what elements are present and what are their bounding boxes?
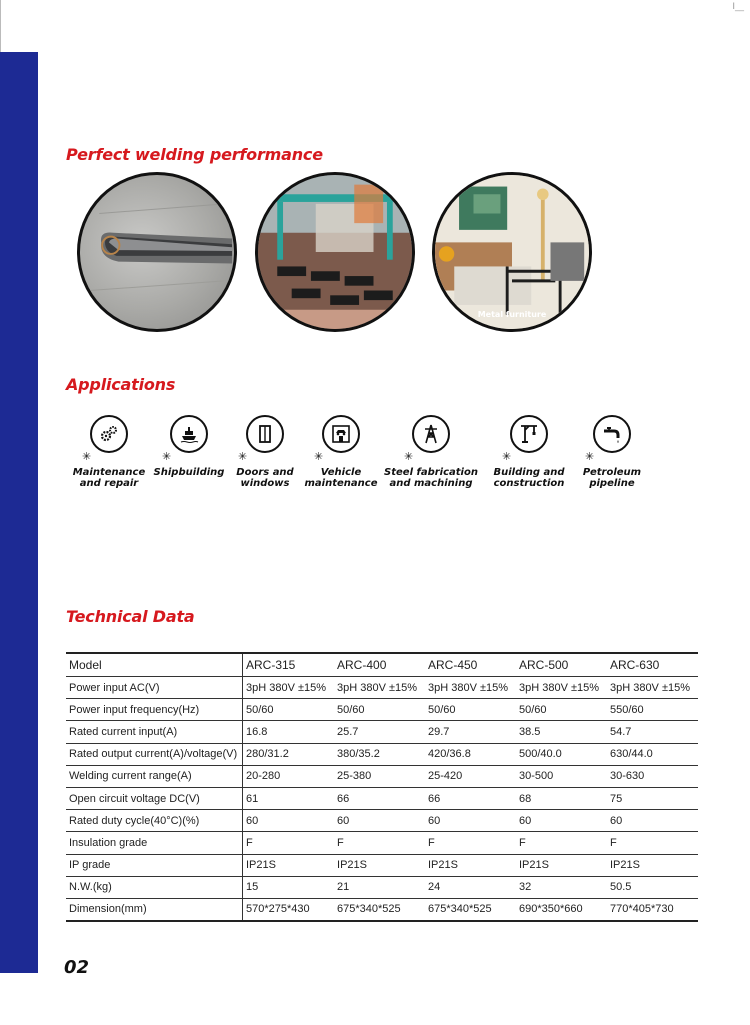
app-shipbuilding (152, 415, 226, 478)
app-steel-fabrication (382, 415, 480, 489)
furniture-illustration (435, 175, 589, 329)
table-cell: 500/40.0 (516, 743, 607, 765)
table-cell: Insulation grade (66, 832, 243, 854)
table-cell: F (607, 832, 698, 854)
table-cell: 32 (516, 876, 607, 898)
spark-icon: ✳ (502, 450, 512, 463)
table-cell: Rated output current(A)/voltage(V) (66, 743, 243, 765)
table-cell: 3pH 380V ±15% (334, 677, 425, 699)
crop-mark: I__ (732, 2, 744, 12)
app-label: Shipbuilding (153, 467, 225, 478)
table-cell: IP21S (243, 854, 335, 876)
table-cell: IP21S (607, 854, 698, 876)
table-cell: 50/60 (516, 699, 607, 721)
performance-title: Perfect welding performance (66, 145, 323, 164)
table-cell: F (243, 832, 335, 854)
table-cell: 630/44.0 (607, 743, 698, 765)
table-cell: 15 (243, 876, 335, 898)
app-label: Doors and windows (236, 467, 294, 489)
table-cell: 54.7 (607, 721, 698, 743)
table-cell: 66 (425, 787, 516, 809)
table-cell: 770*405*730 (607, 898, 698, 921)
table-cell: 570*275*430 (243, 898, 335, 921)
table-cell: Power input frequency(Hz) (66, 699, 243, 721)
table-cell: 20-280 (243, 765, 335, 787)
weld-bead-illustration (80, 175, 234, 329)
table-cell: IP grade (66, 854, 243, 876)
table-cell: Power input AC(V) (66, 677, 243, 699)
column-header: ARC-450 (425, 653, 516, 677)
gears-icon (82, 415, 128, 463)
table-cell: 50.5 (607, 876, 698, 898)
table-row (66, 810, 698, 832)
table-cell: 675*340*525 (425, 898, 516, 921)
table-cell: 50/60 (243, 699, 335, 721)
table-cell: 24 (425, 876, 516, 898)
app-label: Petroleum pipeline (582, 467, 642, 489)
page-number: 02 (64, 957, 90, 978)
table-cell: 3pH 380V ±15% (243, 677, 335, 699)
app-label: Steel fabrication and machining (384, 467, 478, 489)
spark-icon: ✳ (404, 450, 414, 463)
factory-line-photo (255, 172, 415, 332)
table-cell: 38.5 (516, 721, 607, 743)
technical-data-table (66, 652, 698, 922)
table-row (66, 898, 698, 921)
app-label: Building and construction (493, 467, 565, 489)
table-cell: 25-380 (334, 765, 425, 787)
tower-icon (404, 415, 450, 463)
table-cell: 60 (334, 810, 425, 832)
photo-caption: Metal furniture (477, 310, 547, 319)
table-cell: F (516, 832, 607, 854)
table-row (66, 721, 698, 743)
spark-icon: ✳ (585, 450, 595, 463)
table-row (66, 876, 698, 898)
column-header: ARC-315 (243, 653, 335, 677)
table-cell: Open circuit voltage DC(V) (66, 787, 243, 809)
column-header: Model (66, 653, 243, 677)
table-cell: 550/60 (607, 699, 698, 721)
table-cell: 690*350*660 (516, 898, 607, 921)
applications-title: Applications (66, 375, 176, 394)
spark-icon: ✳ (238, 450, 248, 463)
app-petroleum-pipeline (578, 415, 646, 489)
table-cell: 30-500 (516, 765, 607, 787)
table-cell: 29.7 (425, 721, 516, 743)
app-vehicle-maintenance (302, 415, 380, 489)
table-cell: F (334, 832, 425, 854)
table-cell: IP21S (516, 854, 607, 876)
table-cell: 21 (334, 876, 425, 898)
table-row (66, 743, 698, 765)
technical-data-title: Technical Data (66, 607, 195, 626)
table-cell: 3pH 380V ±15% (607, 677, 698, 699)
table-cell: 60 (607, 810, 698, 832)
metal-furniture-photo (432, 172, 592, 332)
column-header: ARC-400 (334, 653, 425, 677)
table-cell: 675*340*525 (334, 898, 425, 921)
table-cell: 50/60 (334, 699, 425, 721)
table-cell: 61 (243, 787, 335, 809)
car-lift-icon (314, 415, 360, 463)
table-cell: 25-420 (425, 765, 516, 787)
table-cell: 30-630 (607, 765, 698, 787)
ship-icon (162, 415, 208, 463)
table-header-row (66, 653, 698, 677)
app-maintenance-repair (70, 415, 148, 489)
weld-bead-photo (77, 172, 237, 332)
table-cell: 68 (516, 787, 607, 809)
table-row (66, 699, 698, 721)
column-header: ARC-630 (607, 653, 698, 677)
app-doors-windows (232, 415, 298, 489)
table-cell: 50/60 (425, 699, 516, 721)
table-cell: IP21S (334, 854, 425, 876)
pipeline-icon (585, 415, 631, 463)
table-row (66, 787, 698, 809)
table-cell: 60 (425, 810, 516, 832)
table-row (66, 677, 698, 699)
spark-icon: ✳ (82, 450, 92, 463)
table-cell: 25.7 (334, 721, 425, 743)
crane-icon (502, 415, 548, 463)
app-building-construction (488, 415, 570, 489)
factory-illustration (258, 175, 412, 329)
table-cell: Rated duty cycle(40°C)(%) (66, 810, 243, 832)
door-icon (238, 415, 284, 463)
table-row (66, 854, 698, 876)
table-cell: Welding current range(A) (66, 765, 243, 787)
table-cell: 16.8 (243, 721, 335, 743)
table-cell: 60 (516, 810, 607, 832)
table-row (66, 765, 698, 787)
table-cell: Dimension(mm) (66, 898, 243, 921)
table-cell: IP21S (425, 854, 516, 876)
app-label: Vehicle maintenance (304, 467, 378, 489)
table-cell: F (425, 832, 516, 854)
column-header: ARC-500 (516, 653, 607, 677)
table-cell: 75 (607, 787, 698, 809)
table-cell: 280/31.2 (243, 743, 335, 765)
table-cell: 420/36.8 (425, 743, 516, 765)
table-cell: 380/35.2 (334, 743, 425, 765)
table-cell: 3pH 380V ±15% (516, 677, 607, 699)
table-cell: 3pH 380V ±15% (425, 677, 516, 699)
app-label: Maintenance and repair (72, 467, 146, 489)
table-row (66, 832, 698, 854)
side-accent-bar (0, 52, 38, 973)
table-cell: Rated current input(A) (66, 721, 243, 743)
spark-icon: ✳ (162, 450, 172, 463)
table-cell: N.W.(kg) (66, 876, 243, 898)
table-cell: 66 (334, 787, 425, 809)
table-cell: 60 (243, 810, 335, 832)
page-edge-line (0, 0, 1, 52)
spark-icon: ✳ (314, 450, 324, 463)
